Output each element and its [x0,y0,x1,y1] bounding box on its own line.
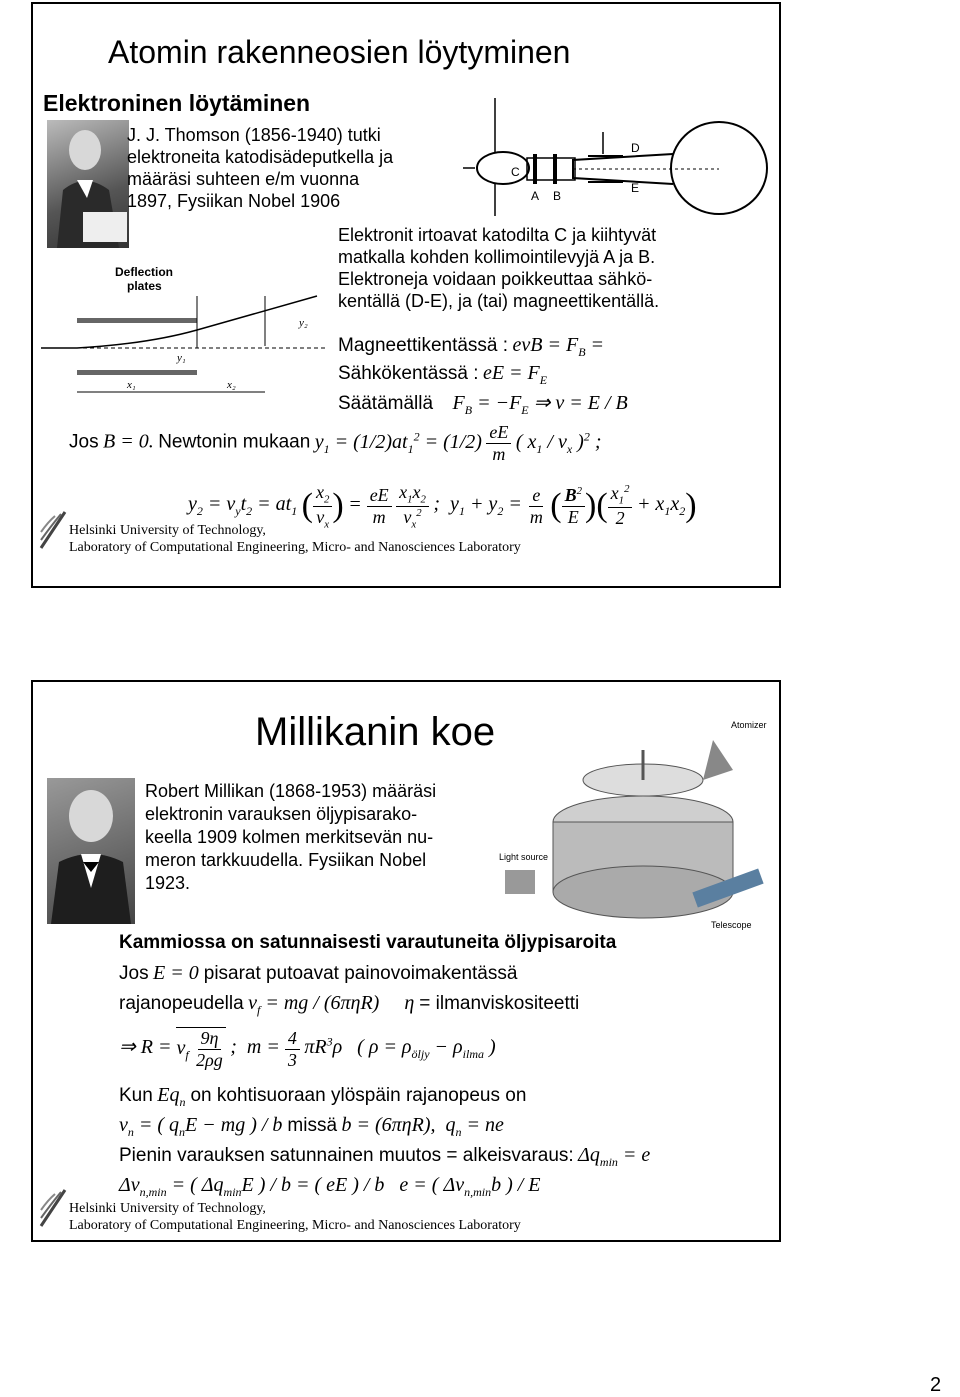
terminal-velocity-line: rajanopeudella $v_f$ = mg / (6πηR) η = ilmanviskositeetti [119,992,580,1017]
svg-text:y₂: y₂ [299,317,308,329]
thomson-line: elektroneita katodisädeputkella ja [127,147,394,167]
cathode-ray-tube-diagram [423,92,775,220]
footer-line: Laboratory of Computational Engineering, Micro- and Nanosciences Laboratory [69,540,521,555]
desc-line: Elektroneja voidaan poikkeuttaa sähkö- [338,269,653,289]
magnetic-label: Magneettikentässä : [338,335,509,356]
slide-thomson [31,2,781,588]
atomizer-label: Atomizer [731,720,767,730]
jos-label: Jos [69,431,99,453]
millikan-line: elektronin varauksen öljypisarako- [145,804,418,824]
millikan-line: meron tarkkuudella. Fysiikan Nobel [145,850,427,870]
millikan-portrait [47,778,135,924]
newton-label: Newtonin mukaan [158,431,311,453]
electron-description [338,224,659,312]
deflection-label: Deflection [115,265,174,279]
thomson-portrait [47,120,129,248]
slide2-title: Millikanin koe [255,710,496,754]
millikan-line: keella 1909 kolmen merkitsevän nu- [145,827,434,847]
thomson-line: määräsi suhteen e/m vuonna [127,169,360,189]
electric-label: Sähkökentässä : [338,363,479,384]
millikan-line: 1923. [145,873,191,893]
radius-eq: ⇒ $R = v_f$ $\frac{9\eta}{2\rho g}$ ; m = $\frac{4}{3}$ $\pi R^3\rho$ ( $\rho = \rho_{öljy} - \rho_{ilma}$ ) [119,1027,496,1070]
millikan-line: Robert Millikan (1868-1953) määräsi [145,781,437,801]
desc-line: matkalla kohden kollimointilevyjä A ja B. [338,247,656,267]
vn-eq: $v_n$ = ( $q_nE$ − mg ) / b missä b = (6πηR), $q_n$ = ne [119,1114,504,1139]
tube-label-b: B [553,189,562,203]
hut-logo-icon [39,1188,67,1228]
millikan-apparatus-diagram [493,710,775,934]
slide1-title: Atomin rakenneosien löytyminen [108,34,571,70]
desc-line: Elektronit irtoavat katodilta C ja kiihtyvät [338,225,657,245]
desc-line: kentällä (D-E), ja (tai) magneettikentällä. [338,291,660,311]
svg-text:x₂: x₂ [227,379,236,391]
missa-label: missä [287,1115,338,1136]
thomson-text [127,124,393,212]
eta-label: = ilmanviskositeetti [419,993,580,1014]
rajanopeudella-label: rajanopeudella [119,993,244,1014]
hut-logo-icon [39,510,67,550]
jos-line: Jos E = 0 pisarat putoavat painovoimakentässä [119,962,518,984]
svg-text:x₁: x₁ [127,379,136,391]
slide1-subtitle: Elektroninen löytäminen [43,90,311,116]
pisarat-label: pisarat putoavat painovoimakentässä [203,963,518,984]
svg-text:y₁: y₁ [177,352,186,364]
y2-eq: $y_2 = v_yt_2 = at_1$ ( $\frac{x_2}{v_x}$ ) = $\frac{eE}{m}$ $\frac{x_1x_2}{v_x^2}$ ; $y_1 + y_2$ = $\frac{e}{m}$ ( $\frac{B^2}{E}$ )( $\frac{x_1^2}{2}$ + $x_1x_2$) [188,482,697,531]
tuning-eq: Säätämällä $F_B = -F_E$ ⇒ v = E / B [338,392,628,417]
kun-rest-label: on kohtisuoraan ylöspäin rajanopeus on [190,1085,527,1106]
footer-line: Laboratory of Computational Engineering, Micro- and Nanosciences Laboratory [69,1218,521,1233]
thomson-line: 1897, Fysiikan Nobel 1906 [127,191,341,211]
telescope-label: Telescope [711,920,752,930]
light-source-label: Light source [499,852,549,862]
tuning-label: Säätämällä [338,393,434,414]
jos2-label: Jos [119,963,149,984]
tube-label-c: C [511,165,520,179]
delta-eq: $\Delta v_{n,min}$ = ( $\Delta q_{min}E$ ) / b = ( eE ) / b e = ( $\Delta v_{n,min}b$ ) / E [119,1174,541,1199]
slide1-footer [69,522,521,556]
pienin-line: Pienin varauksen satunnainen muutos = alkeisvaraus: $\Delta q_{min} = e$ [119,1144,651,1169]
newton-eq: Jos B = 0. Newtonin mukaan $y_1 = (1/2)at_1^2 = (1/2)$ $\frac{eE}{m}$ ( $x_1 / v_x$ )$^2$ ; [69,422,602,464]
page-number: 2 [930,1374,942,1396]
tube-label-d: D [631,141,640,155]
thomson-line: J. J. Thomson (1856-1940) tutki [127,125,381,145]
plates-label: plates [127,279,162,293]
chamber-text: Kammiossa on satunnaisesti varautuneita öljypisaroita [119,932,617,953]
magnetic-field-eq: Magneettikentässä : evB = $F_B$ = [338,334,605,359]
deflection-plates-diagram [37,256,337,406]
millikan-text [145,780,436,895]
footer-line: Helsinki University of Technology, [69,523,266,538]
electric-field-eq: Sähkökentässä : eE = $F_E$ [338,362,548,387]
slide-millikan [31,680,781,1242]
kun-label: Kun [119,1085,153,1106]
tube-label-e: E [631,181,640,195]
kun-line: Kun $Eq_n$ on kohtisuoraan ylöspäin rajanopeus on [119,1084,527,1109]
tube-label-a: A [531,189,540,203]
footer-line: Helsinki University of Technology, [69,1201,266,1216]
pienin-label: Pienin varauksen satunnainen muutos = alkeisvaraus: [119,1145,574,1166]
slide2-footer [69,1200,521,1234]
